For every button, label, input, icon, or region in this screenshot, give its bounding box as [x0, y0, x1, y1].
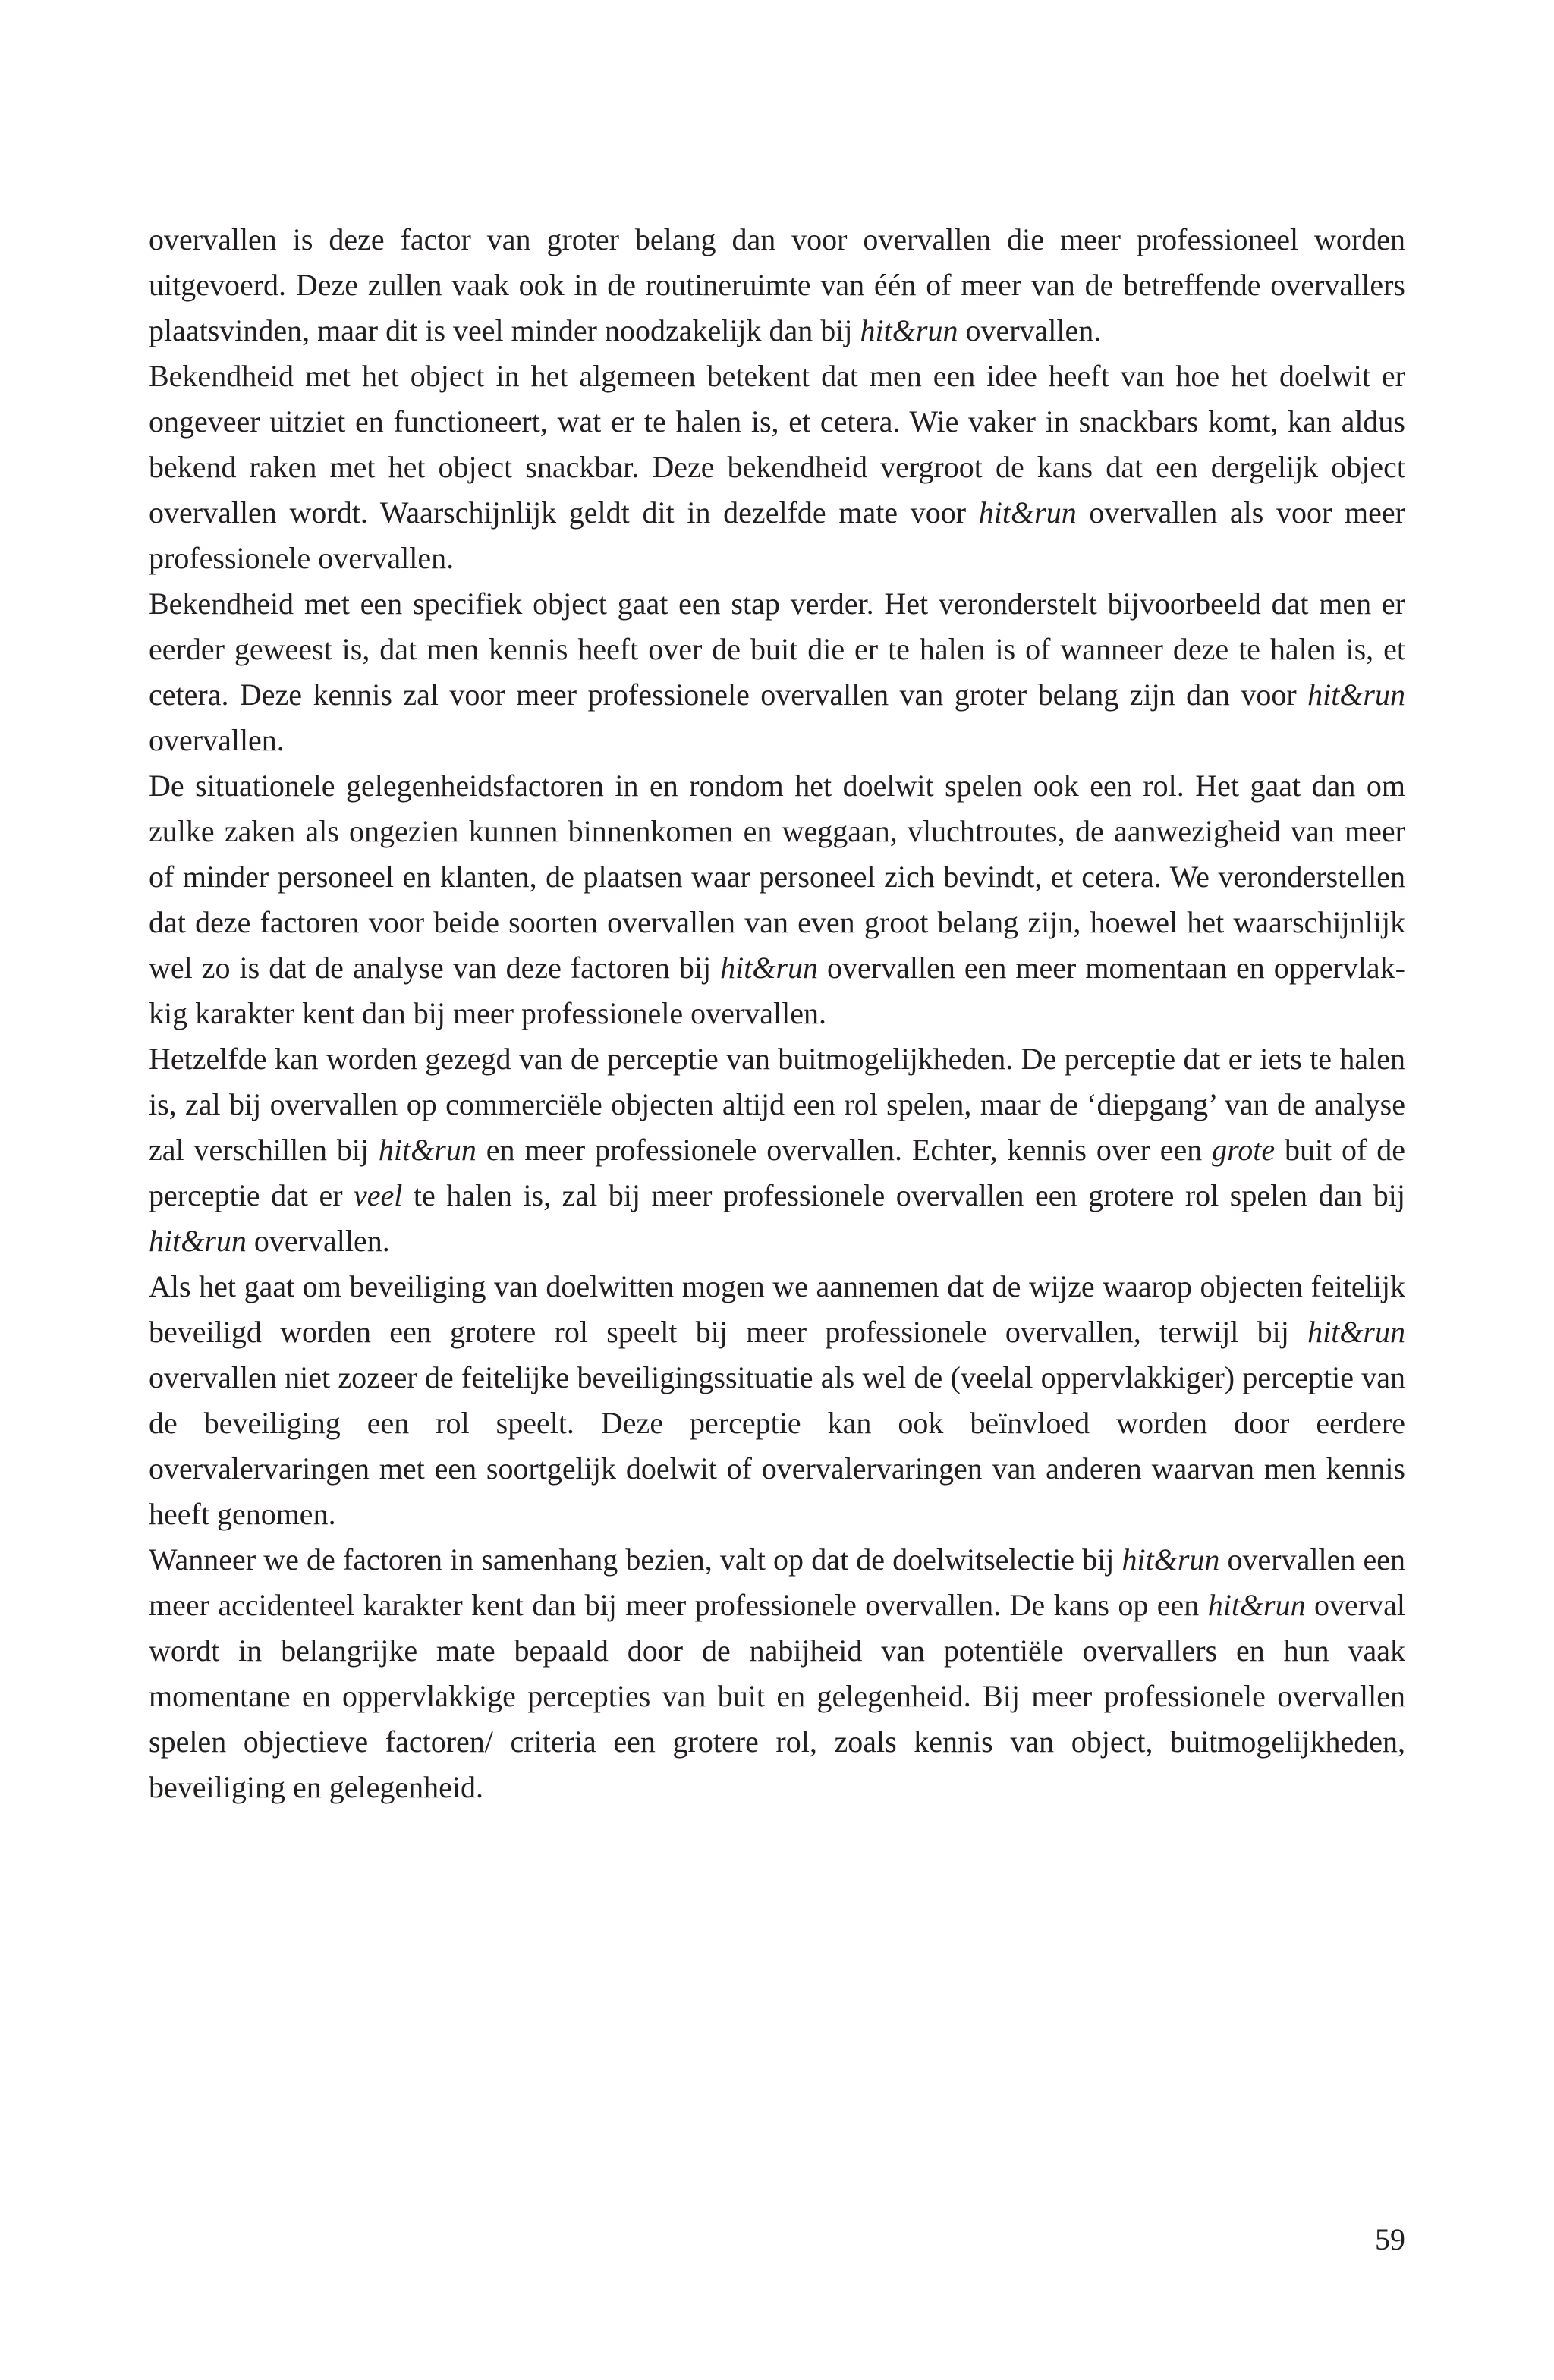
text-run: De situationele gelegenheidsfactoren in en rondom het doelwit spelen ook een rol. Het gaat dan om zulke zaken als ongezien kunnen binnenkomen en weggaan, vluchtroutes, de aanwezigheid van meer of minder personeel en klanten, de plaatsen waar personeel zich bevindt, et cetera. We veronderstellen dat deze factoren voor beide soorten overvallen van even groot belang zijn, hoewel het waarschijnlijk wel zo is dat de analyse van deze factoren bij	[149, 769, 1405, 985]
italic-text: grote	[1212, 1133, 1276, 1167]
text-run: te halen is, zal bij meer professionele overvallen een grotere rol spelen dan bij	[402, 1178, 1405, 1212]
italic-text: hit&run	[1307, 678, 1405, 712]
paragraph	[149, 1537, 1405, 1810]
text-run: overvallen.	[246, 1224, 390, 1258]
paragraph	[149, 217, 1405, 354]
italic-text: veel	[354, 1178, 403, 1212]
italic-text: hit&run	[978, 495, 1077, 530]
page-number: 59	[1375, 2222, 1405, 2256]
text-run: overvallen.	[958, 313, 1102, 347]
paragraph	[149, 581, 1405, 763]
text-run: overvallen een meer accidenteel karakter kent dan bij meer professionele overvallen. De kans op een	[149, 1542, 1405, 1622]
italic-text: hit&run	[1307, 1315, 1405, 1349]
text-run: overvallen als voor meer professionele overvallen.	[149, 495, 1405, 575]
text-run: overvallen is deze factor van groter belang dan voor overvallen die meer professioneel worden uitgevoerd. Deze zullen vaak ook in de routineruimte van één of meer van de betreffende overvallers plaatsvinden, maar dit is veel minder noodzakelijk dan bij	[149, 222, 1405, 347]
italic-text: hit&run	[149, 1224, 247, 1258]
text-run: en meer professionele overvallen. Echter, kennis over een	[476, 1133, 1213, 1167]
italic-text: hit&run	[1121, 1542, 1220, 1577]
italic-text: hit&run	[860, 313, 958, 347]
text-run: Bekendheid met een specifiek object gaat een stap verder. Het veronderstelt bijvoorbeeld dat men er eerder geweest is, dat men kennis heeft over de buit die er te halen is of wanneer deze te halen is, et cetera. Deze kennis zal voor meer professionele overvallen van groter belang zijn dan voor	[149, 586, 1405, 712]
text-run: overvallen.	[149, 723, 285, 757]
text-run: overvallen een meer momentaan en oppervlakkig karakter kent dan bij meer professionele overvallen.	[149, 951, 1405, 1030]
paragraph	[149, 763, 1405, 1036]
text-run: Als het gaat om beveiliging van doelwitten mogen we aannemen dat de wijze waarop objecten feitelijk beveiligd worden een grotere rol speelt bij meer professionele overvallen, terwijl bij	[149, 1269, 1405, 1349]
text-run: overval wordt in belangrijke mate bepaald door de nabijheid van potentiële overvallers en hun vaak momentane en oppervlakkige percepties van buit en gelegenheid. Bij meer professionele overvallen spelen objectieve factoren/ criteria een grotere rol, zoals kennis van object, buitmogelijkheden, beveiliging en gelegenheid.	[149, 1588, 1405, 1804]
italic-text: hit&run	[720, 951, 819, 985]
body-text	[149, 217, 1405, 1810]
text-run: overvallen niet zozeer de feitelijke beveiligingssituatie als wel de (veelal oppervlakkiger) perceptie van de beveiliging een rol speelt. Deze perceptie kan ook beïnvloed worden door eerdere overvalervaringen met een soortgelijk doelwit of overvalervaringen van anderen waarvan men kennis heeft genomen.	[149, 1360, 1405, 1531]
text-run: Hetzelfde kan worden gezegd van de perceptie van buitmogelijkheden. De perceptie dat er iets te halen is, zal bij overvallen op commerciële objecten altijd een rol spelen, maar de ‘diepgang’ van de analyse zal verschillen bij	[149, 1042, 1405, 1167]
paragraph	[149, 354, 1405, 581]
paragraph	[149, 1264, 1405, 1537]
italic-text: hit&run	[1207, 1588, 1306, 1622]
text-run: Bekendheid met het object in het algemeen betekent dat men een idee heeft van hoe het doelwit er ongeveer uitziet en functioneert, wat er te halen is, et cetera. Wie vaker in snackbars komt, kan aldus bekend raken met het object snackbar. Deze bekendheid vergroot de kans dat een dergelijk object overvallen wordt. Waarschijnlijk geldt dit in dezelfde mate voor	[149, 359, 1405, 530]
text-run: Wanneer we de factoren in samenhang bezien, valt op dat de doelwitselectie bij	[149, 1542, 1122, 1577]
paragraph	[149, 1036, 1405, 1264]
text-run: buit of de perceptie dat er	[149, 1133, 1405, 1212]
italic-text: hit&run	[378, 1133, 477, 1167]
